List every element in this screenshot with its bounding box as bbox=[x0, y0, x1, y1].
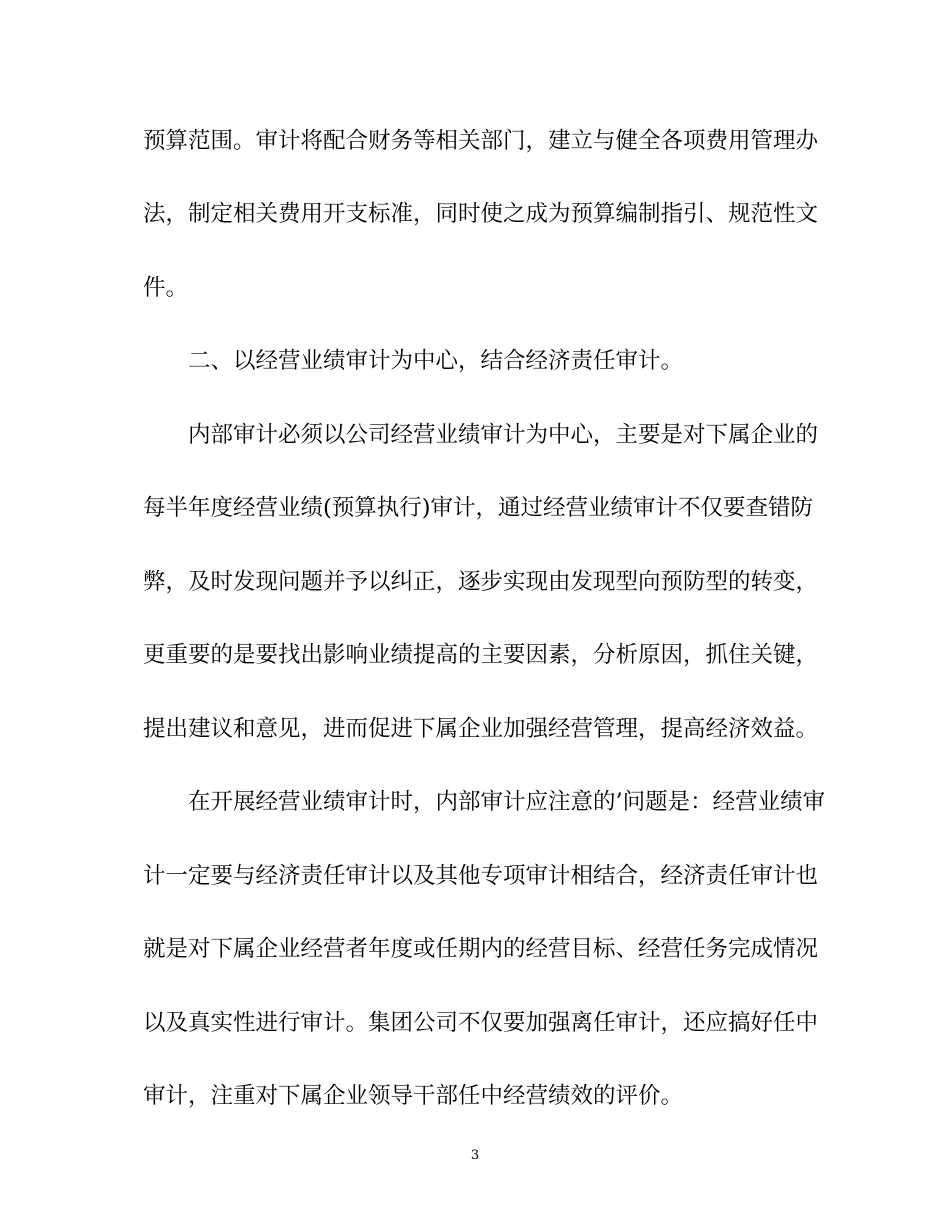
text-line-10: 在开展经营业绩审计时，内部审计应注意的’问题是：经营业绩审 bbox=[188, 789, 826, 815]
text-line-6: 每半年度经营业绩(预算执行)审计，通过经营业绩审计不仅要查错防 bbox=[143, 495, 814, 521]
text-line-9: 提出建议和意见，进而促进下属企业加强经营管理，提高经济效益。 bbox=[143, 716, 819, 742]
section-heading: 二、以经营业绩审计为中心，结合经济责任审计。 bbox=[188, 348, 684, 374]
text-line-1: 预算范围。审计将配合财务等相关部门，建立与健全各项费用管理办 bbox=[143, 128, 819, 154]
text-line-7: 弊，及时发现问题并予以纠正，逐步实现由发现型向预防型的转变， bbox=[143, 569, 819, 595]
text-line-13: 以及真实性进行审计。集团公司不仅要加强离任审计，还应搞好任中 bbox=[143, 1010, 819, 1036]
text-line-8: 更重要的是要找出影响业绩提高的主要因素，分析原因，抓住关键， bbox=[143, 642, 819, 668]
text-line-5: 内部审计必须以公司经营业绩审计为中心，主要是对下属企业的 bbox=[188, 422, 819, 448]
text-line-2: 法，制定相关费用开支标准，同时使之成为预算编制指引、规范性文 bbox=[143, 201, 819, 227]
text-line-14: 审计，注重对下属企业领导干部任中经营绩效的评价。 bbox=[143, 1083, 684, 1109]
text-line-12: 就是对下属企业经营者年度或任期内的经营目标、经营任务完成情况 bbox=[143, 936, 819, 962]
page-number: 3 bbox=[470, 1148, 480, 1163]
text-line-3: 件。 bbox=[143, 275, 189, 301]
text-line-11: 计一定要与经济责任审计以及其他专项审计相结合，经济责任审计也 bbox=[143, 863, 819, 889]
